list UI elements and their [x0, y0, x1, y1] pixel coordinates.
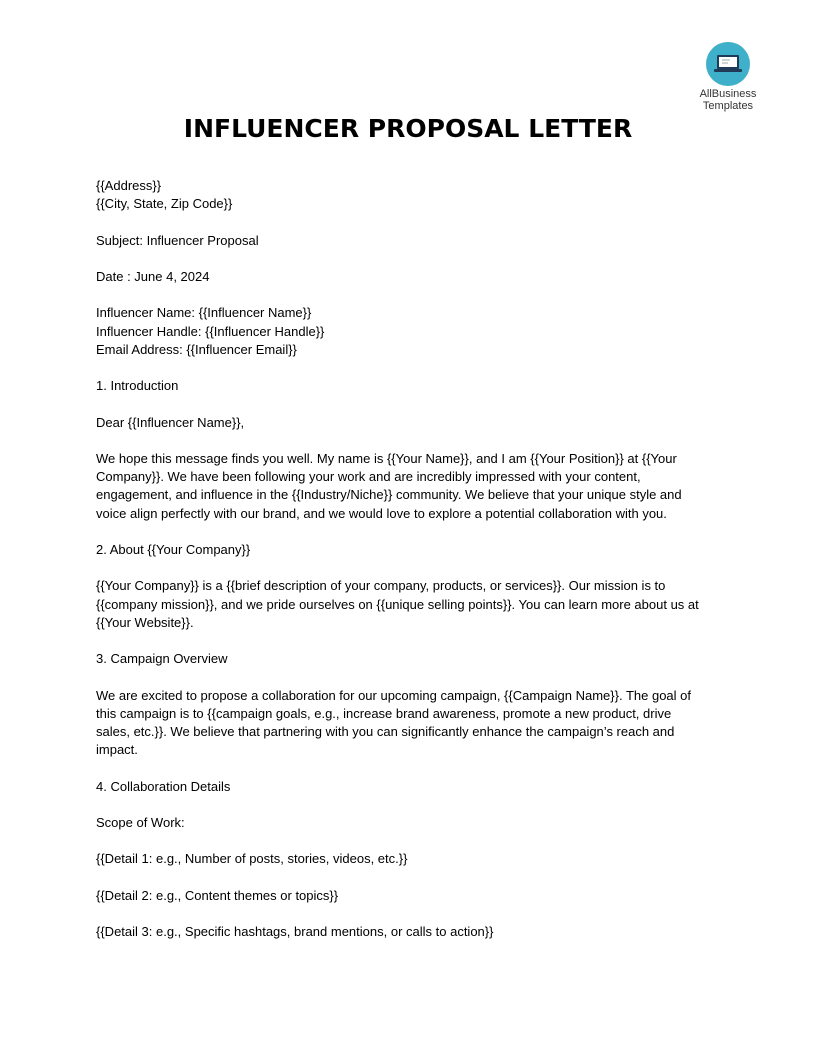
- influencer-email-line: Email Address: {{Influencer Email}}: [96, 341, 297, 357]
- paragraph-line: this campaign is to {{campaign goals, e.g., increase brand awareness, promote a new product, drive: [96, 705, 672, 721]
- campaign-paragraph: [96, 687, 726, 760]
- detail-item-2: {{Detail 2: e.g., Content themes or topics}}: [96, 887, 339, 903]
- campaign-heading: 3. Campaign Overview: [96, 651, 228, 667]
- address-block: [96, 177, 726, 213]
- intro-heading: 1. Introduction: [96, 378, 179, 394]
- influencer-name-line: Influencer Name: {{Influencer Name}}: [96, 305, 312, 321]
- city-line: {{City, State, Zip Code}}: [96, 196, 233, 212]
- about-heading: 2. About {{Your Company}}: [96, 541, 251, 557]
- detail-item-1: {{Detail 1: e.g., Number of posts, stories, videos, etc.}}: [96, 851, 408, 867]
- paragraph-line: Company}}. We have been following your work and are incredibly impressed with your content,: [96, 469, 641, 485]
- address-line: {{Address}}: [96, 178, 162, 193]
- detail-item-3: {{Detail 3: e.g., Specific hashtags, brand mentions, or calls to action}}: [96, 924, 494, 940]
- paragraph-line: {{company mission}}, and we pride ourselves on {{unique selling points}}. You can learn more about us at: [96, 596, 699, 612]
- logo-line-2: Templates: [702, 100, 754, 112]
- greeting: Dear {{Influencer Name}},: [96, 414, 245, 430]
- intro-paragraph: [96, 450, 726, 523]
- subject-line: Subject: Influencer Proposal: [96, 232, 259, 248]
- laptop-icon: [706, 42, 750, 86]
- allbusiness-logo[interactable]: [683, 42, 773, 112]
- logo-text: [683, 88, 773, 112]
- paragraph-line: voice align perfectly with our brand, and we would love to explore a potential collaboration with you.: [96, 505, 667, 521]
- paragraph-line: impact.: [96, 742, 138, 758]
- document-title: INFLUENCER PROPOSAL LETTER: [183, 114, 633, 143]
- paragraph-line: {{Your Company}} is a {{brief description of your company, products, or services}}. Our mission is to: [96, 578, 666, 594]
- paragraph-line: sales, etc.}}. We believe that partnering with you can significantly enhance the campaign’s reach and: [96, 723, 675, 739]
- influencer-handle-line: Influencer Handle: {{Influencer Handle}}: [96, 323, 325, 339]
- about-paragraph: [96, 577, 726, 632]
- scope-label: Scope of Work:: [96, 814, 185, 830]
- collaboration-heading: 4. Collaboration Details: [96, 778, 231, 794]
- date-line: Date : June 4, 2024: [96, 268, 210, 284]
- influencer-block: [96, 304, 726, 359]
- logo-line-1: AllBusiness: [699, 88, 757, 100]
- paragraph-line: {{Your Website}}.: [96, 614, 194, 630]
- paragraph-line: We are excited to propose a collaboration for our upcoming campaign, {{Campaign Name}}. The goal of: [96, 687, 691, 703]
- paragraph-line: We hope this message finds you well. My name is {{Your Name}}, and I am {{Your Position}} at {{Your: [96, 450, 677, 466]
- paragraph-line: engagement, and influence in the {{Industry/Niche}} community. We believe that your unique style and: [96, 487, 682, 503]
- letter-body: [96, 177, 726, 959]
